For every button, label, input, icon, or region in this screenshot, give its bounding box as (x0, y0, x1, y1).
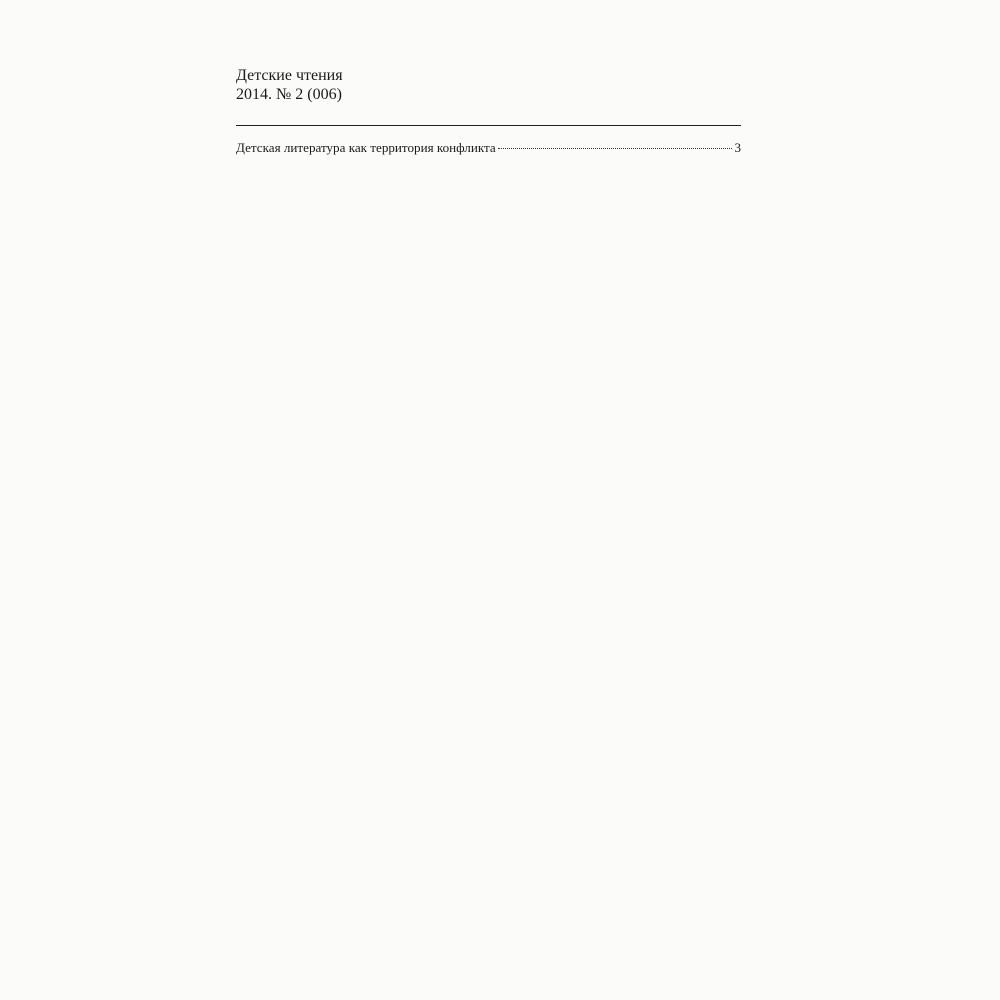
journal-header (236, 66, 343, 104)
intro-entry[interactable] (236, 140, 741, 156)
intro-title: Детская литература как территория конфликта (236, 140, 496, 155)
header-rule (236, 125, 741, 126)
leader-dots (498, 148, 733, 149)
journal-title: Детские чтения (236, 67, 343, 84)
intro-page: 3 (734, 140, 741, 155)
table-of-contents (236, 140, 741, 162)
journal-issue: 2014. № 2 (006) (236, 86, 342, 103)
